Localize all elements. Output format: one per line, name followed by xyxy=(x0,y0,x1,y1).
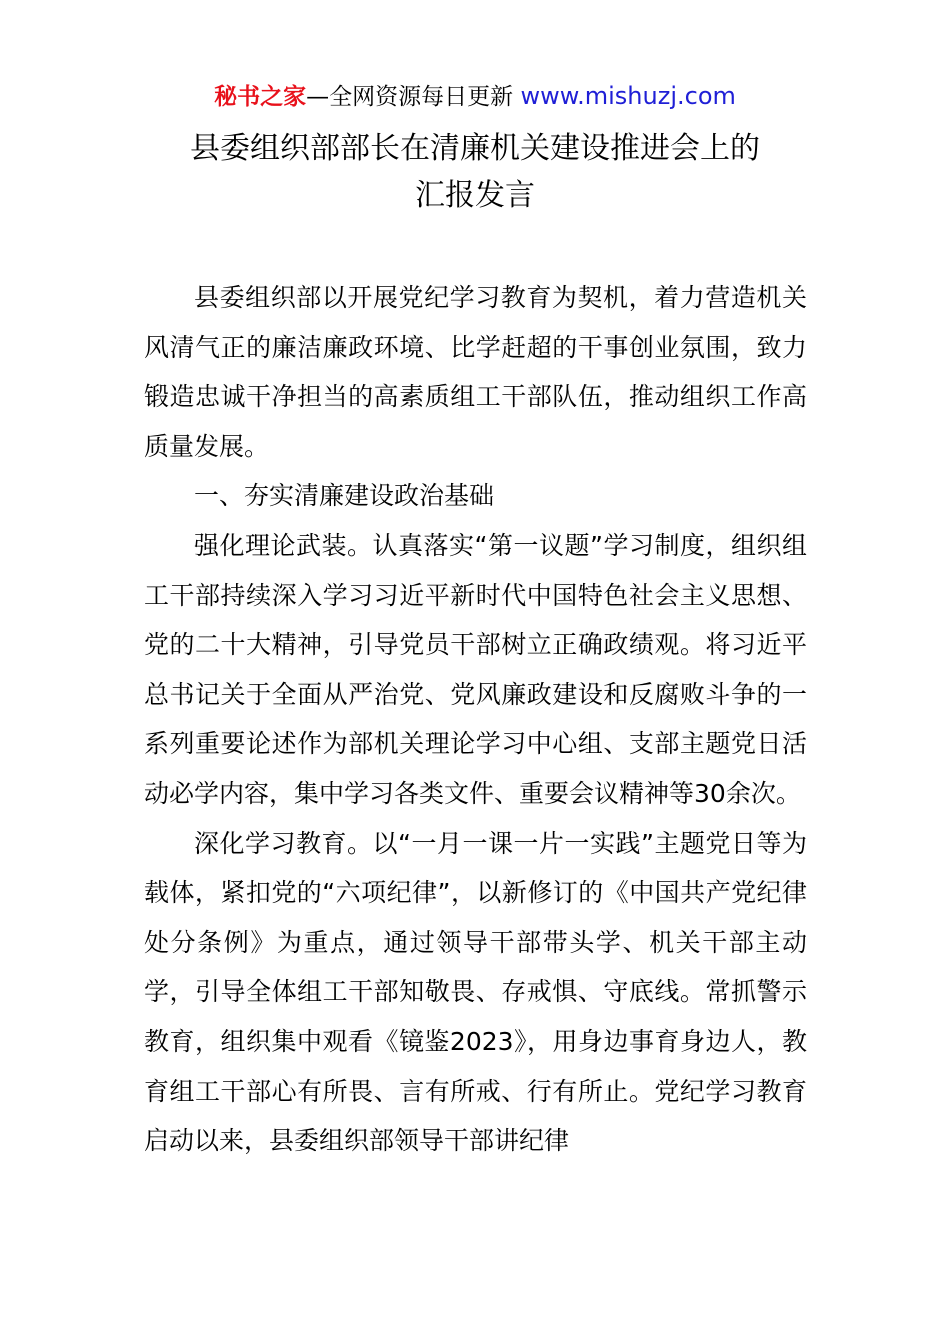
body-paragraph: 深化学习教育。以“一月一课一片一实践”主题党日等为载体，紧扣党的“六项纪律”，以新修订的《中国共产党纪律处分条例》为重点，通过领导干部带头学、机关干部主动学，引导全体组工干部知敬畏、存戒惧、守底线。常抓警示教育，组织集中观看《镜鉴2023》，用身边事育身边人，教育组工干部心有所畏、言有所戒、行有所止。党纪学习教育启动以来，县委组织部领导干部讲纪律 xyxy=(144,828,807,1156)
intro-paragraph: 县委组织部以开展党纪学习教育为契机，着力营造机关风清气正的廉洁廉政环境、比学赶超的干事创业氛围，致力锻造忠诚干净担当的高素质组工干部队伍，推动组织工作高质量发展。 xyxy=(144,283,807,461)
website-link[interactable]: www.mishuzj.com xyxy=(520,82,736,110)
document-title xyxy=(0,125,950,219)
section-heading: 一、夯实清廉建设政治基础 xyxy=(194,481,495,511)
header-banner xyxy=(0,80,950,113)
brand-name: 秘书之家 xyxy=(214,84,307,110)
document-body xyxy=(144,273,807,1166)
body-paragraph: 强化理论武装。认真落实“第一议题”学习制度，组织组工干部持续深入学习习近平新时代中国特色社会主义思想、党的二十大精神，引导党员干部树立正确政绩观。将习近平总书记关于全面从严治党、党风廉政建设和反腐败斗争的一系列重要论述作为部机关理论学习中心组、支部主题党日活动必学内容，集中学习各类文件、重要会议精神等30余次。 xyxy=(144,530,807,808)
banner-tagline: —全网资源每日更新 xyxy=(306,84,521,110)
title-line-1: 县委组织部部长在清廉机关建设推进会上的 xyxy=(190,131,760,166)
title-line-2: 汇报发言 xyxy=(415,178,535,213)
